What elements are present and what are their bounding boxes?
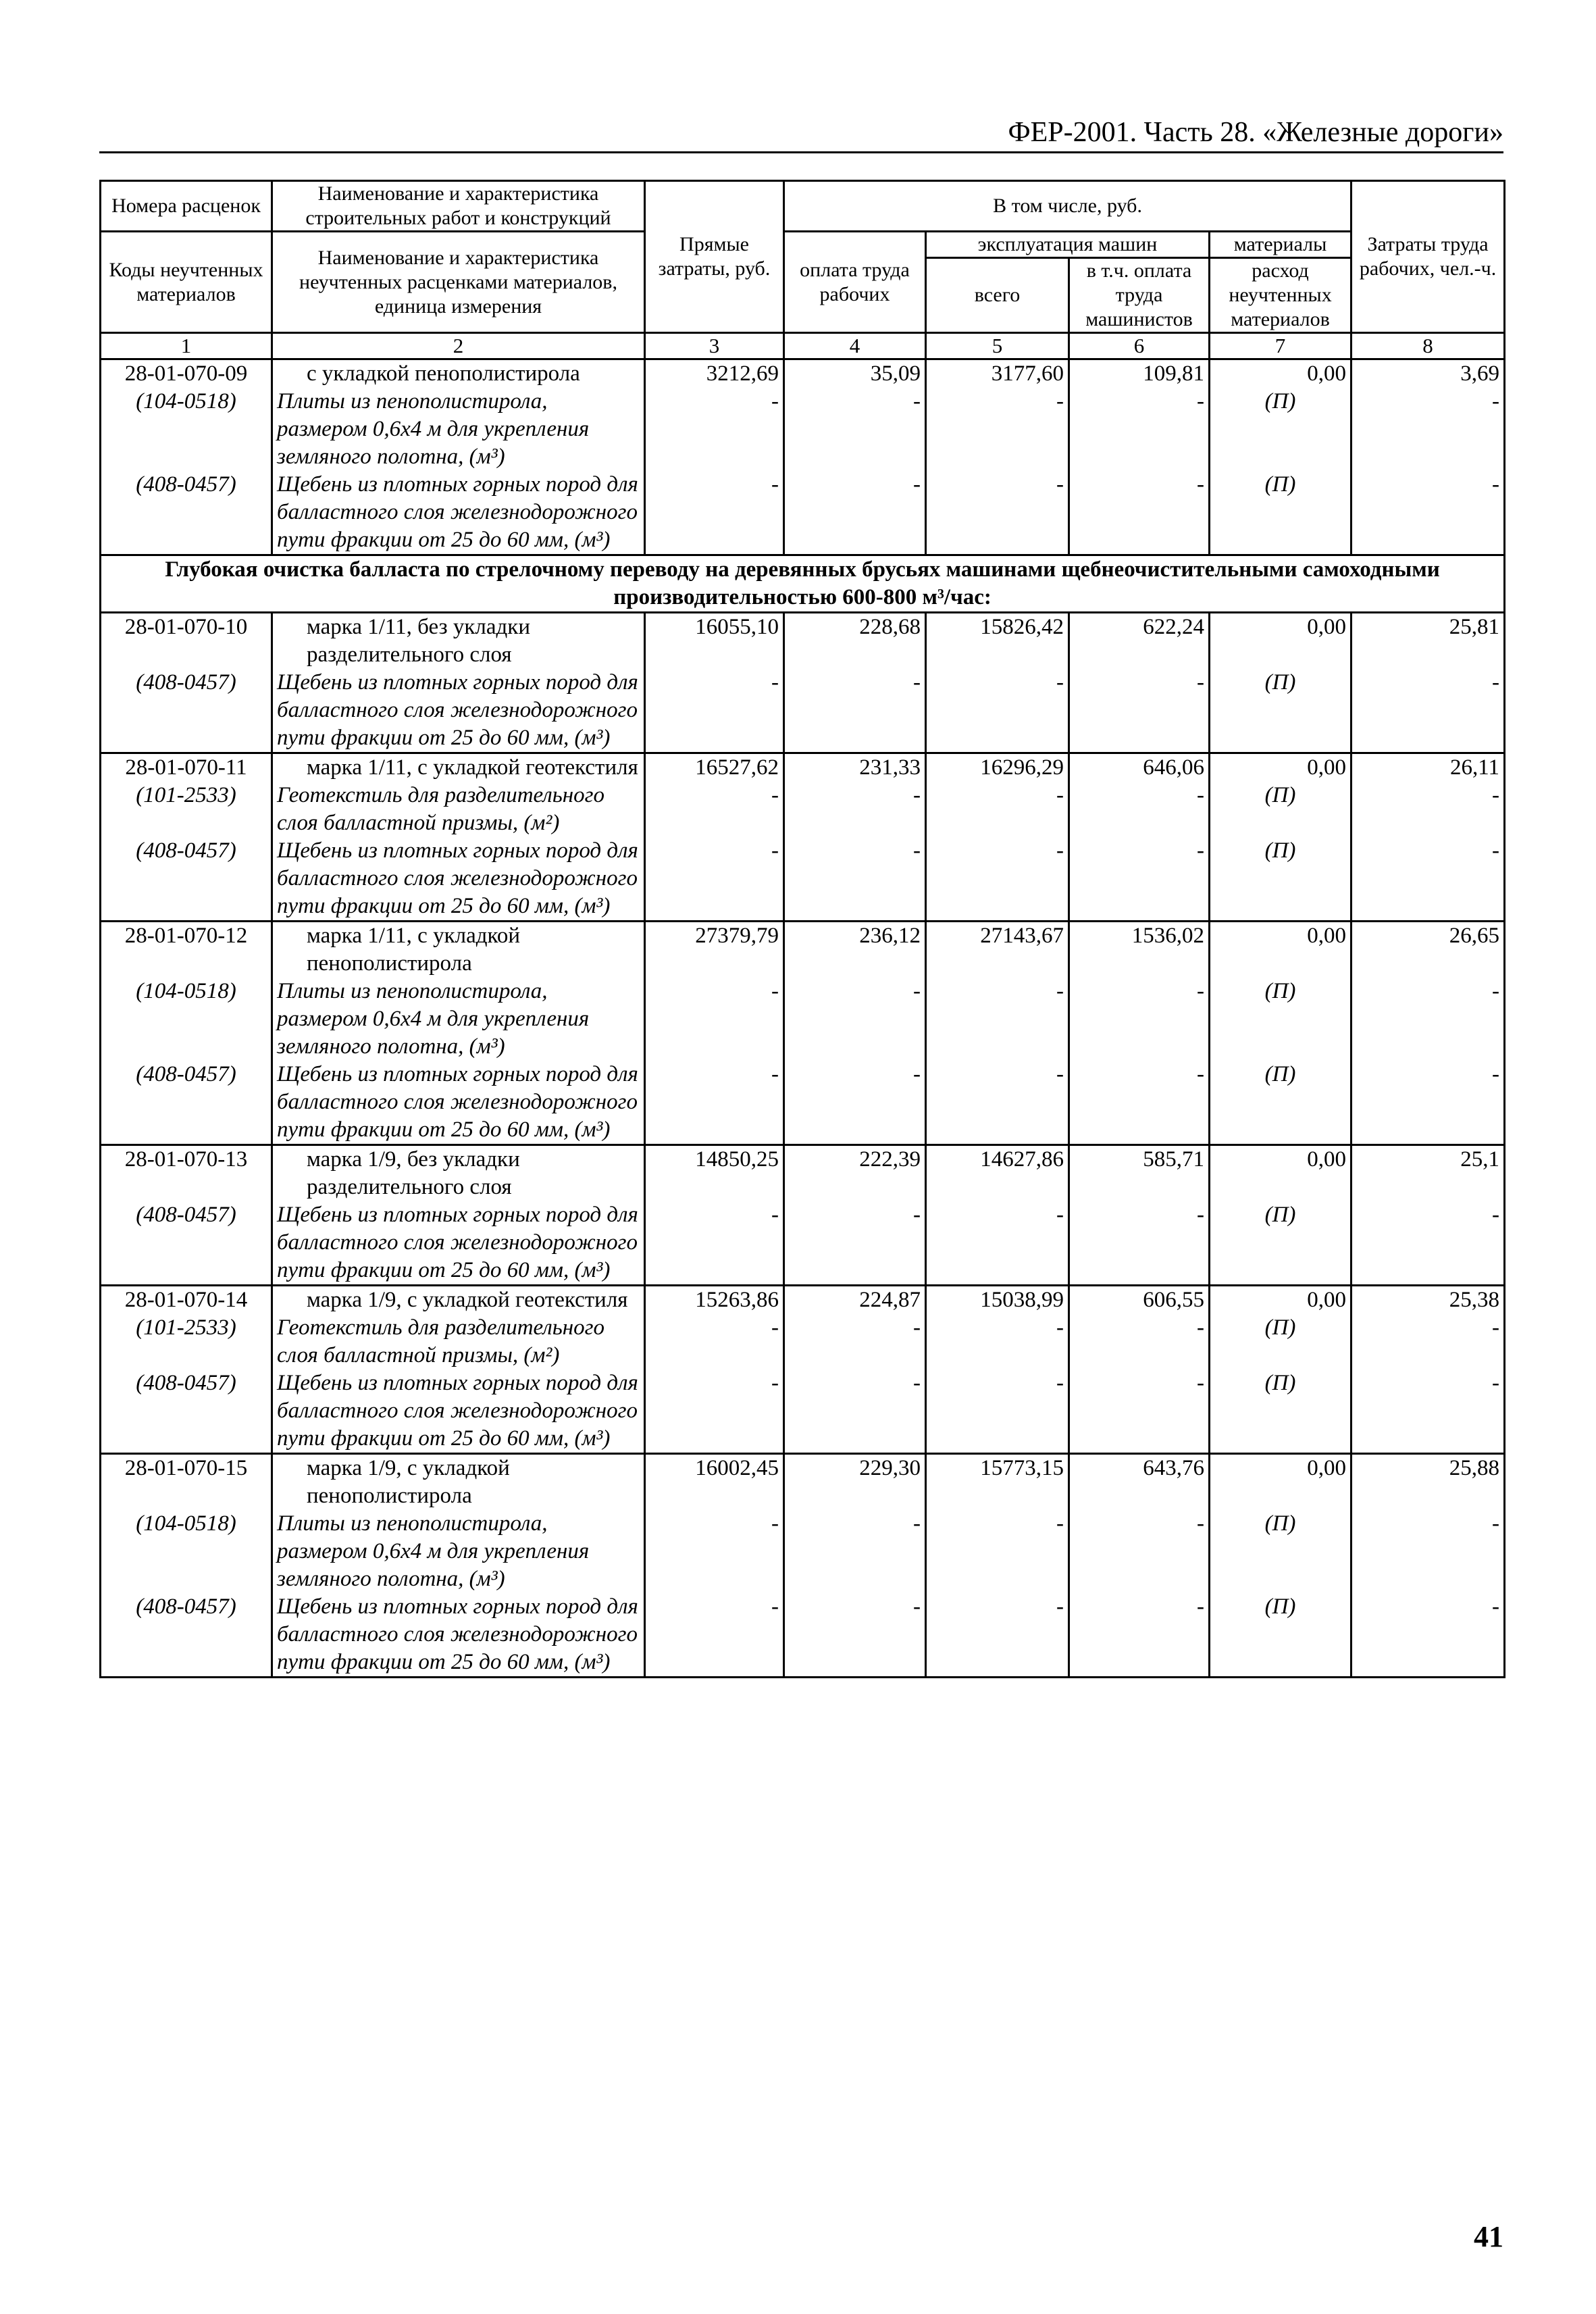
machine-total: 16296,29 <box>926 753 1069 782</box>
material-consumption: (П) <box>1210 837 1352 922</box>
col-number: 1 <box>101 333 272 359</box>
material-row <box>101 782 1505 837</box>
col-number: 4 <box>784 333 926 359</box>
material-machinist: - <box>1069 837 1210 922</box>
rate-name-cell <box>272 922 645 978</box>
page-number: 41 <box>1474 2220 1503 2253</box>
labor-hours: 25,1 <box>1352 1145 1505 1202</box>
page-header-title: ФЕР-2001. Часть 28. «Железные дороги» <box>1008 117 1503 148</box>
section-title: Глубокая очистка балласта по стрелочному переводу на деревянных брусьях машинами щебнеочистительными самоходными производительностью 600-800 м³/час: <box>101 555 1505 613</box>
material-consumption: (П) <box>1210 1314 1352 1369</box>
rate-code: 28-01-070-15 <box>101 1454 272 1511</box>
col-number: 8 <box>1352 333 1505 359</box>
direct-costs: 16055,10 <box>645 613 784 670</box>
col2-top-header: Наименование и характеристика строительных работ и конструкций <box>272 181 645 232</box>
labor-pay: 228,68 <box>784 613 926 670</box>
machine-total: 3177,60 <box>926 359 1069 388</box>
rate-code: 28-01-070-09 <box>101 359 272 388</box>
material-name: Щебень из плотных горных пород для балластного слоя железнодорожного пути фракции от 25 до 60 мм, (м³) <box>272 1593 645 1678</box>
material-code: (101-2533) <box>101 1314 272 1369</box>
machine-total: 14627,86 <box>926 1145 1069 1202</box>
material-machinist: - <box>1069 471 1210 555</box>
material-machinist: - <box>1069 1369 1210 1454</box>
labor-pay: 236,12 <box>784 922 926 978</box>
material-labor: - <box>784 1314 926 1369</box>
group-header: В том числе, руб. <box>784 181 1352 232</box>
direct-costs: 16527,62 <box>645 753 784 782</box>
material-name: Щебень из плотных горных пород для балластного слоя железнодорожного пути фракции от 25 до 60 мм, (м³) <box>272 669 645 753</box>
material-code: (408-0457) <box>101 837 272 922</box>
machinist-pay: 622,24 <box>1069 613 1210 670</box>
material-direct: - <box>645 978 784 1061</box>
material-consumption: (П) <box>1210 1201 1352 1286</box>
table-head <box>101 181 1505 359</box>
machinist-pay: 646,06 <box>1069 753 1210 782</box>
material-labor: - <box>784 1593 926 1678</box>
material-consumption: (П) <box>1210 1369 1352 1454</box>
material-labor: - <box>784 1061 926 1145</box>
material-consumption: (П) <box>1210 388 1352 471</box>
rate-name: марка 1/11, без укладки разделительного слоя <box>307 615 530 667</box>
material-direct: - <box>645 1201 784 1286</box>
materials-cost: 0,00 <box>1210 922 1352 978</box>
material-machine: - <box>926 669 1069 753</box>
material-machine: - <box>926 1314 1069 1369</box>
rate-group <box>101 1454 1505 1678</box>
material-consumption: (П) <box>1210 471 1352 555</box>
machine-total: 27143,67 <box>926 922 1069 978</box>
material-code: (408-0457) <box>101 1061 272 1145</box>
material-consumption: (П) <box>1210 782 1352 837</box>
machine-total: 15773,15 <box>926 1454 1069 1511</box>
material-code: (408-0457) <box>101 1369 272 1454</box>
material-code: (104-0518) <box>101 388 272 471</box>
material-labor: - <box>784 1201 926 1286</box>
labor-hours: 26,11 <box>1352 753 1505 782</box>
material-row <box>101 471 1505 555</box>
material-machine: - <box>926 388 1069 471</box>
rate-code: 28-01-070-14 <box>101 1286 272 1315</box>
material-machinist: - <box>1069 1593 1210 1678</box>
rates-table <box>99 180 1505 1678</box>
labor-hours: 25,38 <box>1352 1286 1505 1315</box>
material-machine: - <box>926 471 1069 555</box>
rate-name-cell <box>272 1145 645 1202</box>
material-direct: - <box>645 669 784 753</box>
labor-pay: 229,30 <box>784 1454 926 1511</box>
labor-hours: 26,65 <box>1352 922 1505 978</box>
material-machine: - <box>926 782 1069 837</box>
rate-group <box>101 359 1505 555</box>
machine-total: 15038,99 <box>926 1286 1069 1315</box>
rate-name: с укладкой пенополистирола <box>307 361 580 386</box>
rate-name: марка 1/11, с укладкой геотекстиля <box>307 755 638 780</box>
material-machinist: - <box>1069 782 1210 837</box>
labor-hours: 25,81 <box>1352 613 1505 670</box>
material-machinist: - <box>1069 978 1210 1061</box>
material-code: (408-0457) <box>101 471 272 555</box>
materials-cost: 0,00 <box>1210 1286 1352 1315</box>
col-number: 2 <box>272 333 645 359</box>
material-name: Щебень из плотных горных пород для балластного слоя железнодорожного пути фракции от 25 до 60 мм, (м³) <box>272 1061 645 1145</box>
material-machinist: - <box>1069 1314 1210 1369</box>
material-hours: - <box>1352 782 1505 837</box>
material-machine: - <box>926 1510 1069 1593</box>
direct-costs: 27379,79 <box>645 922 784 978</box>
material-name: Геотекстиль для разделительного слоя балластной призмы, (м²) <box>272 1314 645 1369</box>
col5-header: всего <box>926 258 1069 333</box>
material-labor: - <box>784 1369 926 1454</box>
materials-cost: 0,00 <box>1210 359 1352 388</box>
header-rule <box>99 151 1503 153</box>
materials-header: материалы <box>1210 232 1352 258</box>
rate-row <box>101 922 1505 978</box>
section-heading <box>101 555 1505 613</box>
col8-header: Затраты труда рабочих, чел.-ч. <box>1352 181 1505 333</box>
col-number: 3 <box>645 333 784 359</box>
material-consumption: (П) <box>1210 669 1352 753</box>
rate-code: 28-01-070-11 <box>101 753 272 782</box>
material-direct: - <box>645 1593 784 1678</box>
material-machine: - <box>926 1369 1069 1454</box>
machines-header: эксплуатация машин <box>926 232 1210 258</box>
labor-pay: 224,87 <box>784 1286 926 1315</box>
material-machinist: - <box>1069 388 1210 471</box>
material-direct: - <box>645 1061 784 1145</box>
material-machine: - <box>926 837 1069 922</box>
material-direct: - <box>645 1510 784 1593</box>
material-machine: - <box>926 1061 1069 1145</box>
material-hours: - <box>1352 1593 1505 1678</box>
rate-row <box>101 753 1505 782</box>
rate-group <box>101 613 1505 753</box>
material-direct: - <box>645 782 784 837</box>
material-hours: - <box>1352 669 1505 753</box>
rate-name-cell <box>272 753 645 782</box>
material-name: Геотекстиль для разделительного слоя балластной призмы, (м²) <box>272 782 645 837</box>
materials-cost: 0,00 <box>1210 753 1352 782</box>
material-machinist: - <box>1069 1510 1210 1593</box>
material-consumption: (П) <box>1210 1510 1352 1593</box>
material-labor: - <box>784 471 926 555</box>
machine-total: 15826,42 <box>926 613 1069 670</box>
material-hours: - <box>1352 837 1505 922</box>
rate-row <box>101 1454 1505 1511</box>
direct-costs: 15263,86 <box>645 1286 784 1315</box>
material-hours: - <box>1352 1369 1505 1454</box>
material-code: (408-0457) <box>101 669 272 753</box>
col2-bottom-header: Наименование и характеристика неучтенных расценками материалов, единица измерения <box>272 232 645 333</box>
material-consumption: (П) <box>1210 1061 1352 1145</box>
machinist-pay: 606,55 <box>1069 1286 1210 1315</box>
machinist-pay: 109,81 <box>1069 359 1210 388</box>
material-hours: - <box>1352 1510 1505 1593</box>
material-machine: - <box>926 1593 1069 1678</box>
col1-top-header: Номера расценок <box>101 181 272 232</box>
material-hours: - <box>1352 388 1505 471</box>
material-name: Плиты из пенополистирола, размером 0,6х4 м для укрепления земляного полотна, (м³) <box>272 978 645 1061</box>
material-labor: - <box>784 388 926 471</box>
material-name: Щебень из плотных горных пород для балластного слоя железнодорожного пути фракции от 25 до 60 мм, (м³) <box>272 471 645 555</box>
col3-header: Прямые затраты, руб. <box>645 181 784 333</box>
labor-hours: 25,88 <box>1352 1454 1505 1511</box>
rate-group <box>101 753 1505 922</box>
material-labor: - <box>784 669 926 753</box>
material-hours: - <box>1352 978 1505 1061</box>
material-direct: - <box>645 1369 784 1454</box>
material-name: Щебень из плотных горных пород для балластного слоя железнодорожного пути фракции от 25 до 60 мм, (м³) <box>272 1201 645 1286</box>
col4-header: оплата труда рабочих <box>784 232 926 333</box>
material-row <box>101 669 1505 753</box>
material-machinist: - <box>1069 669 1210 753</box>
material-code: (408-0457) <box>101 1201 272 1286</box>
col6-header: в т.ч. оплата труда машинистов <box>1069 258 1210 333</box>
material-machine: - <box>926 978 1069 1061</box>
rate-group <box>101 922 1505 1145</box>
material-code: (101-2533) <box>101 782 272 837</box>
material-hours: - <box>1352 1314 1505 1369</box>
direct-costs: 16002,45 <box>645 1454 784 1511</box>
direct-costs: 3212,69 <box>645 359 784 388</box>
rate-row <box>101 1286 1505 1315</box>
labor-pay: 222,39 <box>784 1145 926 1202</box>
material-direct: - <box>645 388 784 471</box>
material-labor: - <box>784 782 926 837</box>
materials-cost: 0,00 <box>1210 1454 1352 1511</box>
material-code: (104-0518) <box>101 978 272 1061</box>
material-machine: - <box>926 1201 1069 1286</box>
material-name: Плиты из пенополистирола, размером 0,6х4 м для укрепления земляного полотна, (м³) <box>272 1510 645 1593</box>
material-labor: - <box>784 837 926 922</box>
material-row <box>101 1314 1505 1369</box>
machinist-pay: 1536,02 <box>1069 922 1210 978</box>
machinist-pay: 585,71 <box>1069 1145 1210 1202</box>
material-direct: - <box>645 1314 784 1369</box>
rate-name: марка 1/9, без укладки разделительного слоя <box>307 1147 520 1199</box>
labor-pay: 35,09 <box>784 359 926 388</box>
material-code: (408-0457) <box>101 1593 272 1678</box>
rate-row <box>101 613 1505 670</box>
rate-code: 28-01-070-12 <box>101 922 272 978</box>
material-row <box>101 978 1505 1061</box>
materials-cost: 0,00 <box>1210 613 1352 670</box>
material-row <box>101 1201 1505 1286</box>
material-hours: - <box>1352 1201 1505 1286</box>
rate-code: 28-01-070-13 <box>101 1145 272 1202</box>
rate-name-cell <box>272 1454 645 1511</box>
material-row <box>101 1061 1505 1145</box>
material-row <box>101 1369 1505 1454</box>
material-labor: - <box>784 1510 926 1593</box>
col7-header: расход неучтенных материалов <box>1210 258 1352 333</box>
material-hours: - <box>1352 1061 1505 1145</box>
column-numbers-row <box>101 333 1505 359</box>
col1-bottom-header: Коды неучтенных материалов <box>101 232 272 333</box>
material-labor: - <box>784 978 926 1061</box>
material-consumption: (П) <box>1210 978 1352 1061</box>
rate-name-cell <box>272 359 645 388</box>
rate-name-cell <box>272 613 645 670</box>
material-code: (104-0518) <box>101 1510 272 1593</box>
rate-name-cell <box>272 1286 645 1315</box>
material-row <box>101 1510 1505 1593</box>
material-row <box>101 837 1505 922</box>
col-number: 6 <box>1069 333 1210 359</box>
material-name: Щебень из плотных горных пород для балластного слоя железнодорожного пути фракции от 25 до 60 мм, (м³) <box>272 1369 645 1454</box>
material-direct: - <box>645 837 784 922</box>
material-machinist: - <box>1069 1201 1210 1286</box>
rate-name: марка 1/9, с укладкой геотекстиля <box>307 1288 628 1312</box>
material-name: Плиты из пенополистирола, размером 0,6х4 м для укрепления земляного полотна, (м³) <box>272 388 645 471</box>
labor-hours: 3,69 <box>1352 359 1505 388</box>
col-number: 5 <box>926 333 1069 359</box>
material-hours: - <box>1352 471 1505 555</box>
machinist-pay: 643,76 <box>1069 1454 1210 1511</box>
materials-cost: 0,00 <box>1210 1145 1352 1202</box>
rate-group <box>101 1145 1505 1286</box>
material-direct: - <box>645 471 784 555</box>
material-name: Щебень из плотных горных пород для балластного слоя железнодорожного пути фракции от 25 до 60 мм, (м³) <box>272 837 645 922</box>
labor-pay: 231,33 <box>784 753 926 782</box>
material-machinist: - <box>1069 1061 1210 1145</box>
rate-row <box>101 1145 1505 1202</box>
material-consumption: (П) <box>1210 1593 1352 1678</box>
rate-row <box>101 359 1505 388</box>
rate-name: марка 1/11, с укладкой пенополистирола <box>307 924 521 976</box>
rate-group <box>101 1286 1505 1454</box>
material-row <box>101 1593 1505 1678</box>
material-row <box>101 388 1505 471</box>
rate-code: 28-01-070-10 <box>101 613 272 670</box>
direct-costs: 14850,25 <box>645 1145 784 1202</box>
col-number: 7 <box>1210 333 1352 359</box>
rate-name: марка 1/9, с укладкой пенополистирола <box>307 1456 510 1508</box>
